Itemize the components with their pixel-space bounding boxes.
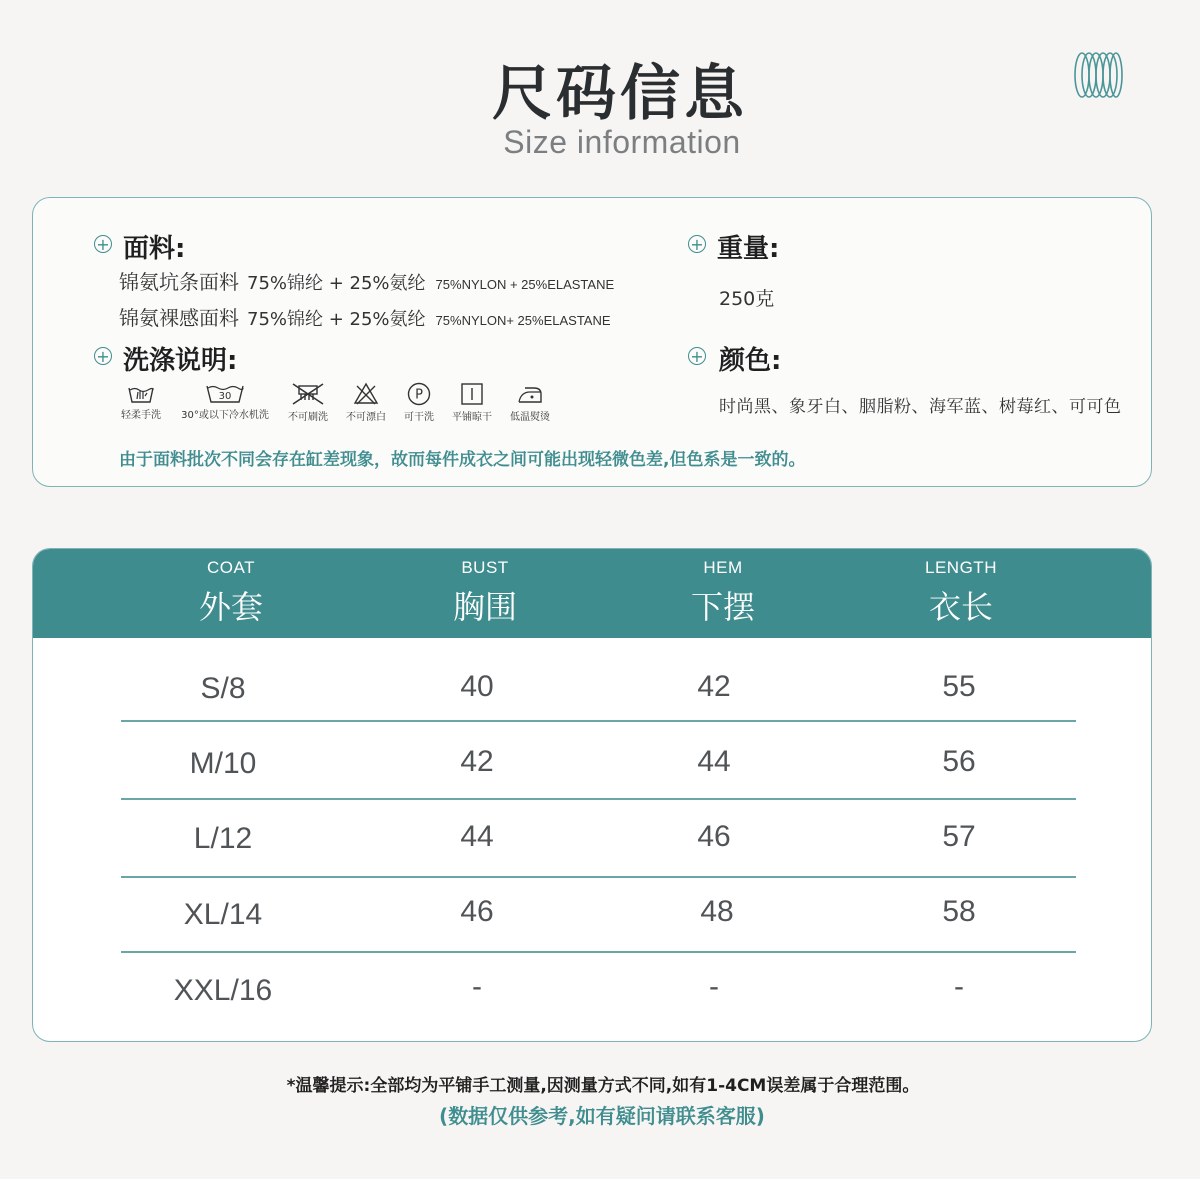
- page-subtitle: Size information: [503, 124, 741, 160]
- care-label: 轻柔手洗: [121, 410, 161, 421]
- table-cell-length: 57: [942, 820, 976, 853]
- care-item: [397, 382, 441, 423]
- size-table: [32, 548, 1152, 1042]
- header-coat: [131, 558, 331, 628]
- no-bleach-icon: [353, 382, 379, 406]
- header-cn: 衣长: [928, 588, 993, 626]
- header-cn: 胸围: [452, 588, 517, 626]
- header-en: HEM: [703, 558, 743, 577]
- fabric-title: 面料:: [123, 234, 186, 264]
- plus-circle-icon: +: [94, 235, 112, 253]
- header-bust: [385, 558, 585, 628]
- care-item: [173, 382, 277, 421]
- table-cell-size: XL/14: [183, 898, 263, 931]
- care-item: [341, 382, 391, 423]
- table-cell-hem: -: [709, 970, 719, 1003]
- care-item: [117, 382, 165, 421]
- header-en: COAT: [207, 558, 255, 577]
- rings-decoration-icon: [1072, 50, 1124, 100]
- table-header: [33, 549, 1151, 638]
- header-length: [861, 558, 1061, 628]
- fabric-name: 锦氨坑条面料: [119, 270, 239, 294]
- dry-clean-icon: [406, 382, 432, 406]
- plus-circle-icon: +: [688, 347, 706, 365]
- colors-title: 颜色:: [719, 346, 782, 376]
- weight-title: 重量:: [717, 234, 780, 264]
- color-difference-note: 由于面料批次不同会存在缸差现象，故而每件成衣之间可能出现轻微色差,但色系是一致的。: [119, 450, 806, 470]
- row-divider: [121, 720, 1076, 722]
- table-cell-bust: -: [472, 970, 482, 1003]
- wash-30-icon: [205, 382, 245, 404]
- care-title: 洗涤说明:: [123, 346, 238, 376]
- care-item: [283, 382, 333, 423]
- fabric-line: [119, 266, 614, 295]
- table-cell-length: -: [954, 970, 964, 1003]
- header-en: LENGTH: [925, 558, 997, 577]
- fabric-percentage: 75%锦纶 + 25%氨纶: [247, 273, 426, 294]
- header-hem: [623, 558, 823, 628]
- fabric-line: [119, 302, 611, 331]
- weight-value: 250克: [719, 288, 775, 310]
- dry-clean-letter: P: [415, 387, 423, 403]
- table-cell-hem: 44: [697, 745, 731, 778]
- care-label: 低温熨烫: [510, 412, 550, 423]
- table-cell-bust: 40: [460, 670, 494, 703]
- table-cell-size: L/12: [193, 822, 253, 855]
- care-label: 平铺晾干: [452, 412, 492, 423]
- header-cn: 外套: [198, 588, 263, 626]
- table-cell-length: 55: [942, 670, 976, 703]
- table-cell-size: S/8: [200, 672, 246, 705]
- care-label: 不可刷洗: [288, 412, 328, 423]
- header-en: BUST: [461, 558, 509, 577]
- plus-circle-icon: +: [94, 347, 112, 365]
- table-cell-size: XXL/16: [173, 974, 273, 1007]
- table-cell-bust: 42: [460, 745, 494, 778]
- table-cell-size: M/10: [189, 747, 257, 780]
- table-cell-bust: 46: [460, 895, 494, 928]
- no-brush-icon: [291, 382, 325, 406]
- info-card: [32, 197, 1152, 487]
- table-cell-hem: 48: [700, 895, 734, 928]
- row-divider: [121, 798, 1076, 800]
- hand-wash-icon: [127, 382, 155, 404]
- row-divider: [121, 951, 1076, 953]
- table-cell-hem: 46: [697, 820, 731, 853]
- header-cn: 下摆: [690, 588, 755, 626]
- colors-value: 时尚黑、象牙白、胭脂粉、海军蓝、树莓红、可可色: [719, 397, 1122, 417]
- flat-dry-icon: [460, 382, 484, 406]
- care-label: 可干洗: [404, 412, 434, 423]
- fabric-percentage: 75%锦纶 + 25%氨纶: [247, 309, 426, 330]
- reference-note: (数据仅供参考,如有疑问请联系客服): [439, 1104, 765, 1128]
- care-label: 不可漂白: [346, 412, 386, 423]
- fabric-english: 75%NYLON + 25%ELASTANE: [435, 277, 615, 292]
- plus-circle-icon: +: [688, 235, 706, 253]
- fabric-english: 75%NYLON+ 25%ELASTANE: [435, 313, 611, 328]
- care-item: [505, 382, 555, 423]
- table-cell-length: 56: [942, 745, 976, 778]
- care-item: [447, 382, 497, 423]
- measurement-tip: *温馨提示:全部均为平铺手工测量,因测量方式不同,如有1-4CM误差属于合理范围。: [286, 1076, 920, 1096]
- table-cell-length: 58: [942, 895, 976, 928]
- row-divider: [121, 876, 1076, 878]
- page-title: 尺码信息: [492, 59, 748, 129]
- wash-temperature: 30: [218, 391, 232, 402]
- care-label: 30°或以下冷水机洗: [181, 410, 269, 421]
- table-cell-hem: 42: [697, 670, 731, 703]
- fabric-name: 锦氨裸感面料: [119, 306, 239, 330]
- table-cell-bust: 44: [460, 820, 494, 853]
- low-iron-icon: [516, 382, 544, 406]
